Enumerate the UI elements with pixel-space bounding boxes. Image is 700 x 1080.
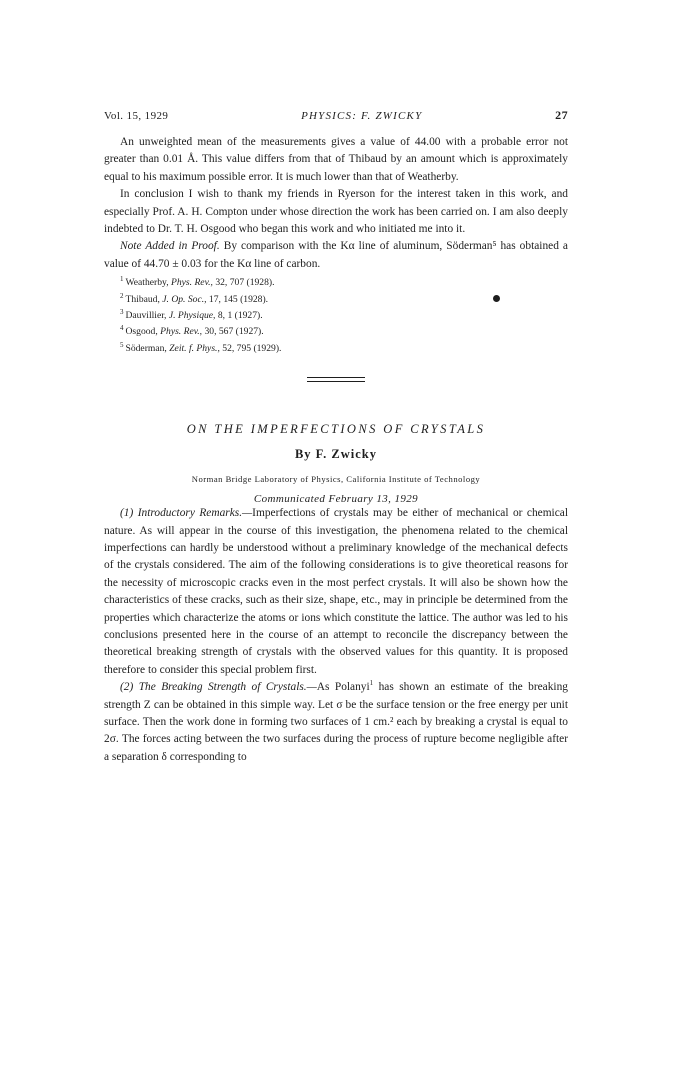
reference-author: Weatherby,	[125, 277, 169, 289]
reference-item	[120, 290, 568, 306]
reference-number: 1	[120, 275, 124, 284]
reference-item	[120, 322, 568, 338]
paragraph-acknowledgments: In conclusion I wish to thank my friends in Ryerson for the interest taken in this work, and especially Prof. A. H. Compton under whose direction the work has been carried on. I am also deeply indebted to Dr. T. H. Osgood who began this work and who initiated me into it.	[104, 188, 568, 236]
section-text: Imperfections of crystals may be either of mechanical or chemical nature. As will appear in the course of this investigation, the phenomena related to the chemical imperfections can hardly be understood without a preliminary knowledge of the mechanical defects of the crystals considered. The aim of the following considerations is to give theoretical reasons for the necessity of microscopic cracks even in the most perfect crystals. It will also be shown how the characteristics of these cracks, such as their size, shape, etc., may in principle be determined from the properties which characterize the atoms or ions which constitute the lattice. The author was led to his conclusions presented here in the course of an attempt to reconcile the discrepancy between the theoretical breaking strength of crystals with the observed values for this quantity. It is proposed therefore to consider this special problem first.	[104, 507, 568, 676]
section-divider	[307, 377, 365, 378]
paragraph-mean-measurement: An unweighted mean of the measurements gives a value of 44.00 with a probable error not greater than 0.01 Å. This value differs from that of Thibaud by an amount which is approximately equal to his maximum possible error. It is much lower than that of Weatherby.	[104, 136, 568, 183]
footnote-mark: 1	[369, 679, 374, 688]
reference-citation: 8, 1 (1927).	[217, 310, 263, 322]
reference-citation: 17, 145 (1928).	[208, 293, 269, 305]
section-heading: (2) The Breaking Strength of Crystals.—	[120, 681, 317, 694]
section-text-continued: has shown an estimate of the breaking strength Z can be obtained in this simple way. Let σ be the surface tension or the free energy per unit surface. Then the work done in forming two surfaces of 1 cm.² each by breaking a crystal is equal to 2σ. The forces acting between the two surfaces during the process of rupture become negligible after a separation δ corresponding to	[104, 681, 568, 763]
reference-author: Thibaud,	[125, 293, 160, 305]
article-byline: By F. Zwicky	[294, 447, 378, 462]
reference-item	[120, 273, 568, 289]
communicated-date: Communicated February 13, 1929	[253, 493, 419, 506]
reference-number: 3	[120, 308, 124, 317]
section-heading: (1) Introductory Remarks.—	[120, 507, 253, 520]
article-title: ON THE IMPERFECTIONS OF CRYSTALS	[186, 422, 486, 437]
reference-author: Osgood,	[125, 326, 158, 338]
running-title: PHYSICS: F. ZWICKY	[301, 110, 423, 122]
reference-author: Dauvillier,	[125, 310, 167, 322]
reference-number: 5	[120, 340, 124, 349]
reference-journal: Phys. Rev.,	[160, 326, 203, 338]
reference-citation: 52, 795 (1929).	[222, 343, 282, 354]
reference-item	[120, 339, 568, 355]
section-introductory-remarks	[104, 505, 568, 679]
volume-year: Vol. 15, 1929	[104, 110, 169, 122]
reference-item	[120, 306, 568, 322]
note-label: Note Added in Proof.	[120, 240, 220, 253]
note-text: By comparison with the Kα line of aluminum, Söderman⁵ has obtained a value of 44.70 ± 0.03 for the Kα line of carbon.	[104, 240, 568, 270]
reference-number: 4	[120, 324, 124, 333]
article-affiliation: Norman Bridge Laboratory of Physics, California Institute of Technology	[191, 474, 481, 485]
reference-author: Söderman,	[125, 343, 167, 354]
reference-citation: 30, 567 (1927).	[204, 326, 264, 338]
reference-journal: Phys. Rev.,	[171, 277, 213, 289]
reference-journal: J. Op. Soc.,	[162, 293, 207, 305]
reference-list	[104, 273, 568, 355]
section-text: As Polanyi	[316, 681, 370, 694]
reference-citation: 32, 707 (1928).	[215, 277, 275, 289]
page-number: 27	[555, 108, 568, 122]
running-head	[104, 108, 568, 126]
reference-journal: Zeit. f. Phys.,	[169, 343, 220, 354]
journal-page	[104, 108, 568, 766]
paragraph-note-added	[104, 238, 568, 273]
reference-journal: J. Physique,	[168, 310, 216, 322]
section-divider	[307, 381, 365, 382]
section-breaking-strength	[104, 679, 568, 766]
reference-number: 2	[120, 291, 124, 300]
